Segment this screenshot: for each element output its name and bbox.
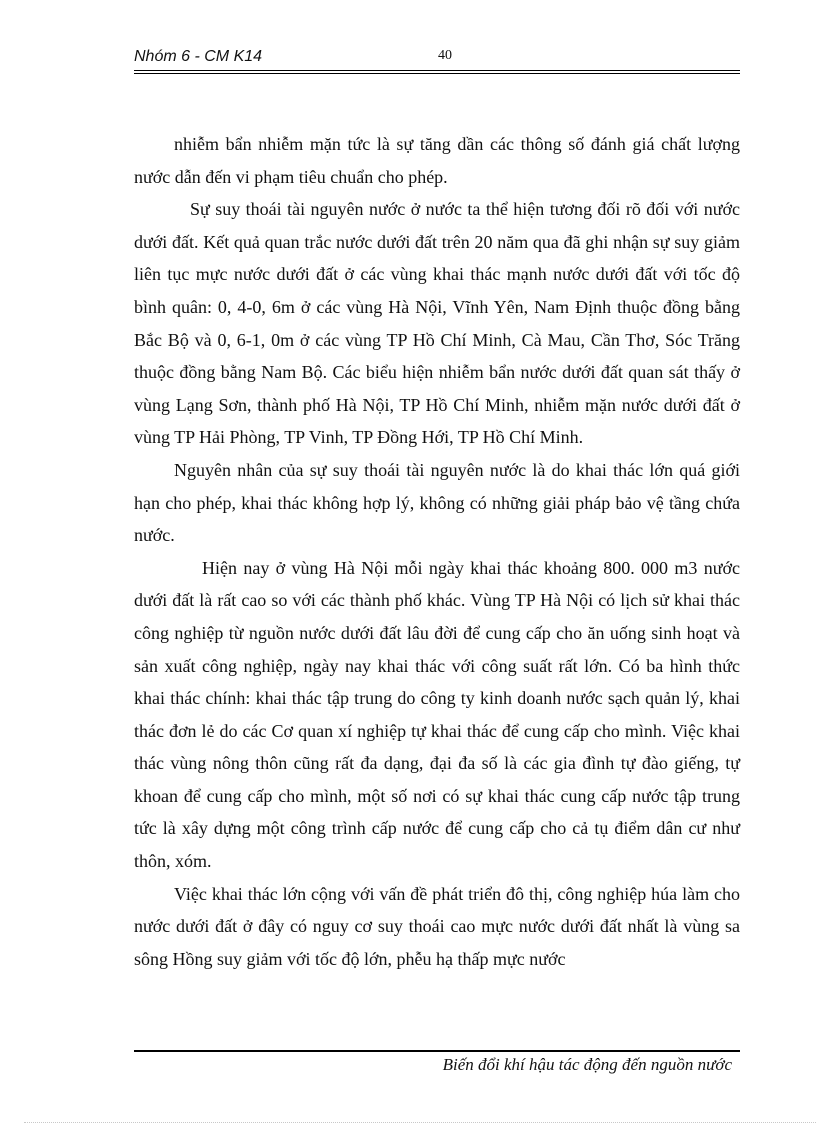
page-number: 40 bbox=[438, 48, 452, 63]
group-label: Nhóm 6 - CM K14 bbox=[134, 48, 263, 65]
body-text bbox=[134, 128, 740, 975]
paragraph-2: Sự suy thoái tài nguyên nước ở nước ta thể hiện tương đối rõ đối với nước dưới đất. Kết quả quan trắc nước dưới đất trên 20 năm qua đã ghi nhận sự suy giảm liên tục mực nước dưới đất ở các vùng khai thác mạnh nước dưới đất với tốc độ bình quân: 0, 4-0, 6m ở các vùng Hà Nội, Vĩnh Yên, Nam Định thuộc đồng bằng Bắc Bộ và 0, 6-1, 0m ở các vùng TP Hồ Chí Minh, Cà Mau, Cần Thơ, Sóc Trăng thuộc đồng bằng Nam Bộ. Các biểu hiện nhiễm bẩn nước dưới đất quan sát thấy ở vùng Lạng Sơn, thành phố Hà Nội, TP Hồ Chí Minh, nhiễm mặn nước dưới đất ở vùng TP Hải Phòng, TP Vinh, TP Đồng Hới, TP Hồ Chí Minh. bbox=[134, 199, 740, 448]
paragraph-3: Nguyên nhân của sự suy thoái tài nguyên nước là do khai thác lớn quá giới hạn cho phép, khai thác không hợp lý, không có những giải pháp bảo vệ tầng chứa nước. bbox=[134, 459, 740, 546]
footer-rule bbox=[134, 1050, 740, 1052]
header-rule-top bbox=[134, 70, 740, 71]
footer-title: Biến đổi khí hậu tác động đến nguồn nước bbox=[442, 1055, 732, 1074]
paragraph-5: Việc khai thác lớn cộng với vấn đề phát triển đô thị, công nghiệp húa làm cho nước dưới đất ở đây có nguy cơ suy thoái cao mực nước dưới đất nhất là vùng sa sông Hồng suy giảm với tốc độ lớn, phễu hạ thấp mực nước bbox=[134, 883, 740, 969]
paragraph-4: Hiện nay ở vùng Hà Nội mỗi ngày khai thác khoảng 800. 000 m3 nước dưới đất là rất cao so với các thành phố khác. Vùng TP Hà Nội có lịch sử khai thác công nghiệp từ nguồn nước dưới đất lâu đời để cung cấp cho ăn uống sinh hoạt và sản xuất công nghiệp, ngày nay khai thác với công suất rất lớn. Có ba hình thức khai thác chính: khai thác tập trung do công ty kinh doanh nước sạch quản lý, khai thác đơn lẻ do các Cơ quan xí nghiệp tự khai thác để cung cấp cho mình. Việc khai thác vùng nông thôn cũng rất đa dạng, đại đa số là các gia đình tự đào giếng, tự khoan để cung cấp cho mình, một số nơi có sự khai thác cung cấp nước tập trung tức là xây dựng một công trình cấp nước để cung cấp cho cả tụ điểm dân cư như thôn, xóm. bbox=[134, 557, 740, 872]
paragraph-1: nhiễm bẩn nhiễm mặn tức là sự tăng dần các thông số đánh giá chất lượng nước dẫn đến vi phạm tiêu chuẩn cho phép. bbox=[134, 134, 740, 187]
header-rule-bottom bbox=[134, 73, 740, 74]
page-header bbox=[134, 48, 740, 72]
